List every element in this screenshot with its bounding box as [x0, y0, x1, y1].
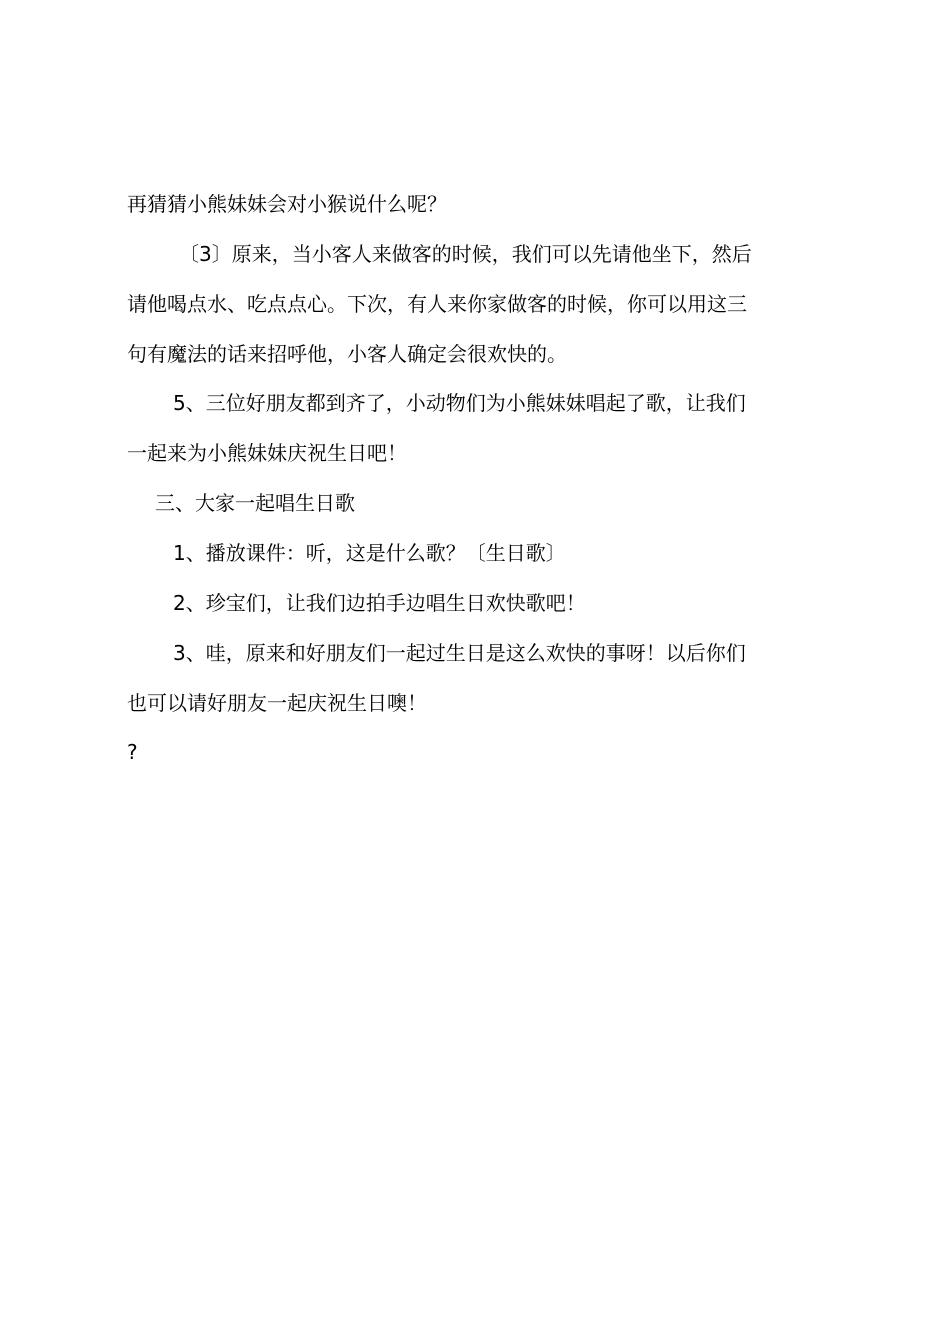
text-line-8: 1、播放课件：听，这是什么歌？〔生日歌〕	[173, 541, 566, 565]
text-line-6: 一起来为小熊妹妹庆祝生日吧！	[127, 441, 407, 465]
text-line-3: 请他喝点水、吃点点心。下次，有人来你家做客的时候，你可以用这三	[127, 292, 747, 316]
text-line-4: 句有魔法的话来招呼他，小客人确定会很欢快的。	[127, 342, 567, 366]
text-line-12: ?	[127, 740, 138, 764]
text-line-9: 2、珍宝们，让我们边拍手边唱生日欢快歌吧！	[173, 591, 586, 615]
text-line-10: 3、哇，原来和好朋友们一起过生日是这么欢快的事呀！以后你们	[173, 641, 746, 665]
text-line-1: 再猜猜小熊妹妹会对小猴说什么呢？	[127, 192, 447, 216]
text-line-5: 5、三位好朋友都到齐了，小动物们为小熊妹妹唱起了歌，让我们	[173, 391, 746, 415]
text-line-11: 也可以请好朋友一起庆祝生日噢！	[127, 691, 427, 715]
text-line-2: 〔3〕原来，当小客人来做客的时候，我们可以先请他坐下，然后	[179, 242, 752, 266]
section-heading: 三、大家一起唱生日歌	[155, 491, 355, 515]
